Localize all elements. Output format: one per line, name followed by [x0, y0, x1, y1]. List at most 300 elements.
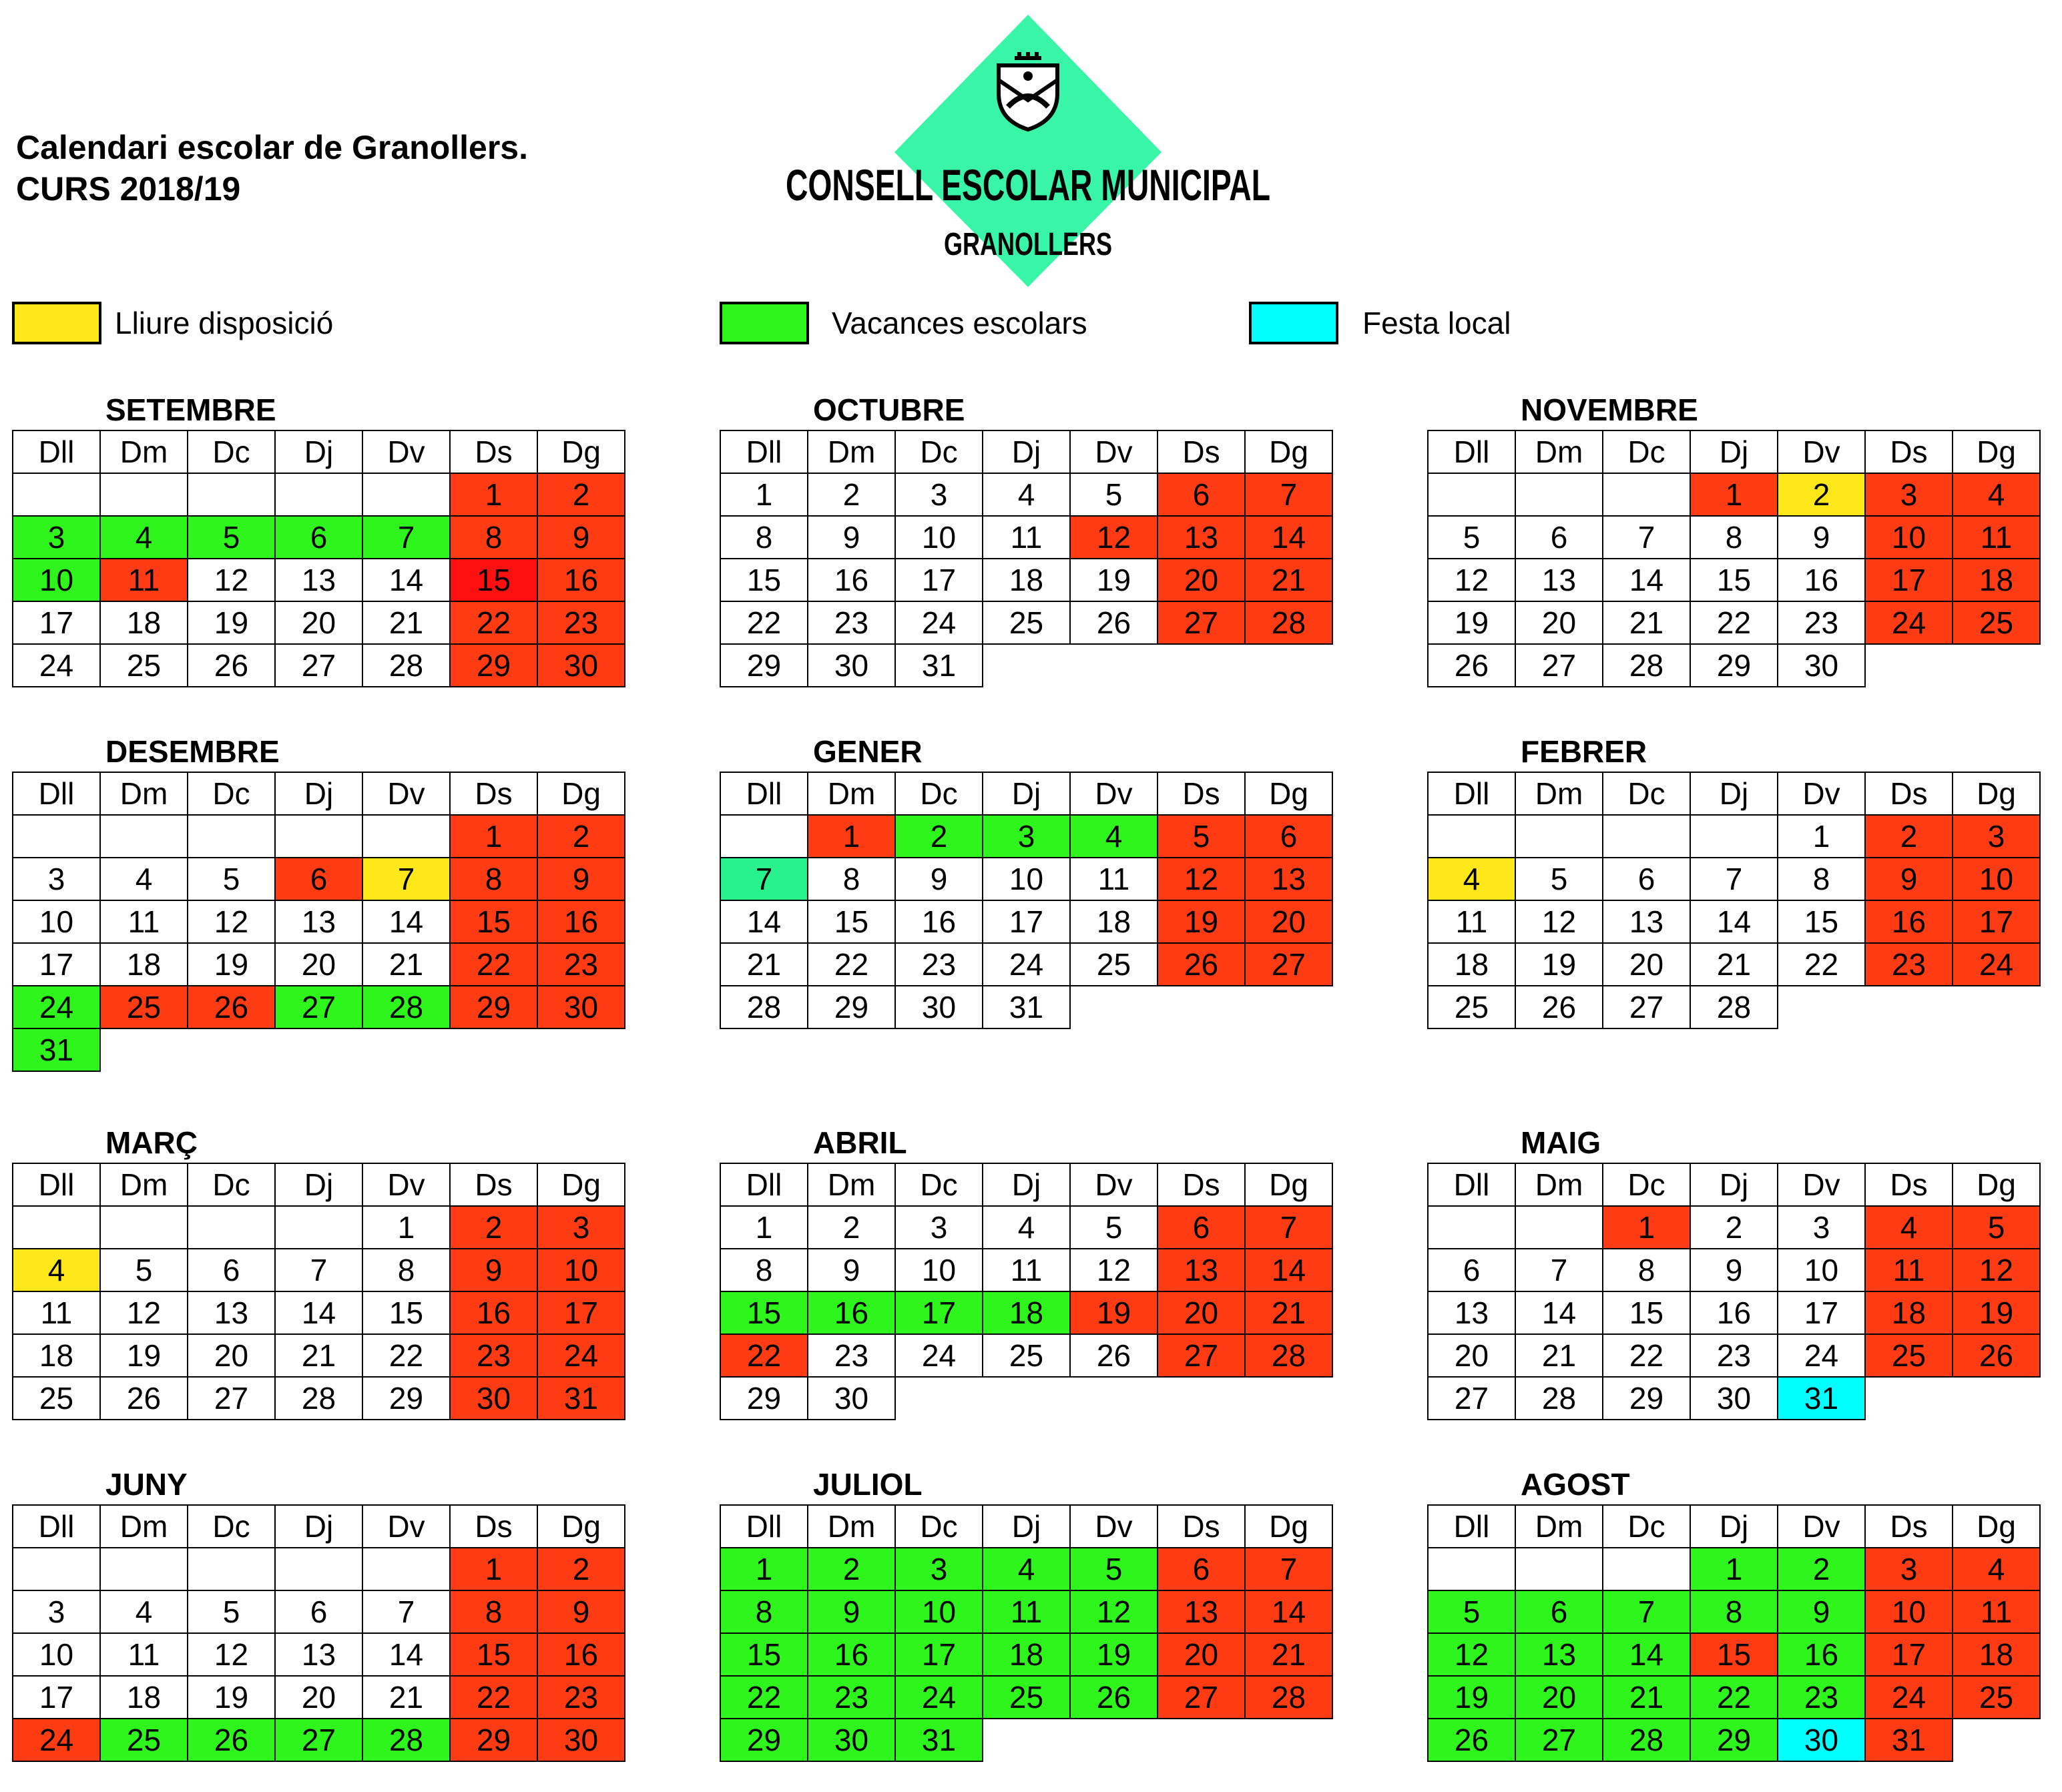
weekday-header: Dv [1778, 772, 1865, 815]
day-cell: 11 [13, 1291, 100, 1334]
week-row [1428, 1633, 2040, 1676]
day-cell: 4 [1865, 1206, 1953, 1249]
day-cell: 11 [100, 1633, 188, 1676]
day-cell: 30 [537, 1719, 625, 1761]
empty-day-cell [362, 473, 450, 516]
month-table-gener [720, 772, 1333, 1029]
day-cell: 27 [1515, 644, 1603, 687]
day-cell: 11 [1865, 1249, 1953, 1291]
day-cell: 21 [362, 1676, 450, 1719]
day-cell: 23 [808, 1676, 895, 1719]
day-cell: 2 [450, 1206, 537, 1249]
day-cell: 4 [100, 516, 188, 559]
day-cell: 18 [1953, 1633, 2040, 1676]
week-row [1428, 473, 2040, 516]
empty-day-cell [13, 815, 100, 858]
day-cell: 3 [1865, 1548, 1953, 1590]
day-cell: 21 [1603, 601, 1690, 644]
day-cell: 13 [1157, 1590, 1245, 1633]
day-cell: 1 [450, 815, 537, 858]
day-cell: 7 [1603, 1590, 1690, 1633]
day-cell: 16 [1865, 900, 1953, 943]
blank-cell [1245, 644, 1332, 687]
day-cell: 12 [1157, 858, 1245, 900]
day-cell: 22 [1778, 943, 1865, 986]
weekday-header: Dg [1953, 430, 2040, 473]
day-cell: 28 [362, 644, 450, 687]
day-cell: 26 [1070, 1676, 1157, 1719]
day-cell: 10 [1778, 1249, 1865, 1291]
week-row [720, 1590, 1332, 1633]
day-cell: 25 [1070, 943, 1157, 986]
day-cell: 2 [808, 473, 895, 516]
day-cell: 10 [983, 858, 1070, 900]
shield-icon [999, 52, 1057, 129]
day-cell: 27 [1603, 986, 1690, 1028]
day-cell: 3 [13, 516, 100, 559]
blank-cell [450, 1028, 537, 1071]
day-cell: 8 [450, 516, 537, 559]
blank-cell [1953, 986, 2040, 1028]
day-cell: 18 [1070, 900, 1157, 943]
week-row [13, 858, 625, 900]
day-cell: 8 [1690, 1590, 1778, 1633]
week-row [1428, 1676, 2040, 1719]
day-cell: 1 [720, 1206, 808, 1249]
day-cell: 30 [808, 1377, 895, 1420]
day-cell: 16 [895, 900, 983, 943]
day-cell: 11 [983, 1590, 1070, 1633]
day-cell: 26 [1953, 1334, 2040, 1377]
weekday-header: Dg [1245, 772, 1332, 815]
day-cell: 4 [983, 1548, 1070, 1590]
day-cell: 25 [1428, 986, 1515, 1028]
week-row [720, 1377, 1332, 1420]
day-cell: 18 [1953, 559, 2040, 601]
day-cell: 19 [188, 1676, 275, 1719]
blank-cell [1157, 1719, 1245, 1761]
day-cell: 17 [537, 1291, 625, 1334]
day-cell: 25 [983, 1676, 1070, 1719]
week-row [13, 1676, 625, 1719]
week-row [720, 986, 1332, 1028]
day-cell: 21 [1603, 1676, 1690, 1719]
day-cell: 14 [1603, 559, 1690, 601]
weekday-header-row [1428, 1505, 2040, 1548]
weekday-header: Dm [1515, 430, 1603, 473]
month-title-juny: JUNY [105, 1467, 188, 1502]
day-cell: 16 [808, 1633, 895, 1676]
day-cell: 21 [720, 943, 808, 986]
day-cell: 3 [895, 1548, 983, 1590]
weekday-header: Dg [537, 430, 625, 473]
day-cell: 22 [1603, 1334, 1690, 1377]
day-cell: 4 [100, 1590, 188, 1633]
week-row [13, 1249, 625, 1291]
day-cell: 19 [1157, 900, 1245, 943]
day-cell: 8 [450, 1590, 537, 1633]
day-cell: 14 [362, 900, 450, 943]
weekday-header: Dv [362, 772, 450, 815]
weekday-header: Dc [188, 1163, 275, 1206]
day-cell: 9 [1778, 1590, 1865, 1633]
day-cell: 5 [100, 1249, 188, 1291]
week-row [13, 815, 625, 858]
day-cell: 25 [100, 1719, 188, 1761]
day-cell: 19 [188, 601, 275, 644]
day-cell: 30 [1778, 644, 1865, 687]
day-cell: 7 [362, 516, 450, 559]
blank-cell [100, 1028, 188, 1071]
day-cell: 30 [450, 1377, 537, 1420]
weekday-header: Dj [275, 1505, 362, 1548]
day-cell: 14 [275, 1291, 362, 1334]
day-cell: 26 [188, 1719, 275, 1761]
day-cell: 6 [275, 516, 362, 559]
legend-swatch-lliure [12, 302, 101, 344]
weekday-header: Ds [450, 1163, 537, 1206]
month-title-novembre: NOVEMBRE [1521, 392, 1698, 427]
day-cell: 20 [1245, 900, 1332, 943]
day-cell: 25 [100, 986, 188, 1028]
week-row [720, 943, 1332, 986]
day-cell: 6 [1515, 1590, 1603, 1633]
day-cell: 4 [1953, 473, 2040, 516]
day-cell: 14 [1245, 1249, 1332, 1291]
day-cell: 24 [1865, 601, 1953, 644]
day-cell: 3 [13, 1590, 100, 1633]
day-cell: 25 [1953, 1676, 2040, 1719]
day-cell: 6 [1428, 1249, 1515, 1291]
blank-cell [1157, 1377, 1245, 1420]
day-cell: 28 [362, 1719, 450, 1761]
day-cell: 27 [1157, 1334, 1245, 1377]
day-cell: 27 [1245, 943, 1332, 986]
month-table-setembre [12, 430, 625, 687]
day-cell: 27 [275, 644, 362, 687]
week-row [1428, 815, 2040, 858]
day-cell: 24 [1778, 1334, 1865, 1377]
week-row [13, 1028, 625, 1071]
weekday-header: Dm [808, 1505, 895, 1548]
day-cell: 25 [1865, 1334, 1953, 1377]
day-cell: 12 [188, 559, 275, 601]
month-title-febrer: FEBRER [1521, 734, 1647, 769]
blank-cell [1070, 644, 1157, 687]
day-cell: 13 [1157, 516, 1245, 559]
blank-cell [275, 1028, 362, 1071]
blank-cell [895, 1377, 983, 1420]
weekday-header: Dll [1428, 772, 1515, 815]
weekday-header: Dc [1603, 430, 1690, 473]
weekday-header: Dg [1245, 430, 1332, 473]
legend-label-lliure: Lliure disposició [115, 306, 334, 340]
day-cell: 12 [1070, 1590, 1157, 1633]
day-cell: 31 [895, 644, 983, 687]
week-row [720, 601, 1332, 644]
day-cell: 24 [13, 1719, 100, 1761]
month-title-maig: MAIG [1521, 1125, 1601, 1160]
day-cell: 27 [275, 1719, 362, 1761]
legend-label-festa-local: Festa local [1362, 306, 1511, 340]
month-table-juliol [720, 1504, 1333, 1762]
day-cell: 6 [1157, 473, 1245, 516]
week-row [1428, 644, 2040, 687]
day-cell: 13 [1428, 1291, 1515, 1334]
week-row [720, 1206, 1332, 1249]
day-cell: 6 [1245, 815, 1332, 858]
day-cell: 1 [1603, 1206, 1690, 1249]
week-row [720, 815, 1332, 858]
day-cell: 20 [1157, 1633, 1245, 1676]
day-cell: 2 [1778, 473, 1865, 516]
weekday-header: Dm [1515, 772, 1603, 815]
day-cell: 1 [720, 1548, 808, 1590]
legend-label-vacances: Vacances escolars [832, 306, 1087, 340]
weekday-header: Dc [895, 1505, 983, 1548]
day-cell: 10 [1865, 1590, 1953, 1633]
day-cell: 14 [1690, 900, 1778, 943]
day-cell: 7 [720, 858, 808, 900]
day-cell: 28 [1603, 644, 1690, 687]
day-cell: 30 [1778, 1719, 1865, 1761]
day-cell: 17 [1778, 1291, 1865, 1334]
day-cell: 6 [1157, 1548, 1245, 1590]
weekday-header: Dj [983, 772, 1070, 815]
logo-title: CONSELL ESCOLAR MUNICIPAL [786, 160, 1270, 210]
week-row [13, 559, 625, 601]
empty-day-cell [13, 473, 100, 516]
day-cell: 2 [1778, 1548, 1865, 1590]
blank-cell [983, 1377, 1070, 1420]
month-table-maig [1427, 1163, 2041, 1420]
day-cell: 9 [895, 858, 983, 900]
day-cell: 7 [1690, 858, 1778, 900]
logo-subtitle: GRANOLLERS [944, 227, 1112, 262]
weekday-header: Dm [100, 430, 188, 473]
empty-day-cell [188, 473, 275, 516]
empty-day-cell [1515, 1206, 1603, 1249]
week-row [720, 644, 1332, 687]
day-cell: 20 [275, 943, 362, 986]
day-cell: 8 [1603, 1249, 1690, 1291]
month-table-octubre [720, 430, 1333, 687]
weekday-header: Dc [895, 1163, 983, 1206]
weekday-header: Ds [1157, 1505, 1245, 1548]
legend-swatch-vacances [720, 302, 809, 344]
week-row [13, 1633, 625, 1676]
day-cell: 9 [1865, 858, 1953, 900]
blank-cell [1865, 986, 1953, 1028]
day-cell: 1 [808, 815, 895, 858]
day-cell: 12 [188, 1633, 275, 1676]
day-cell: 19 [1070, 559, 1157, 601]
day-cell: 28 [362, 986, 450, 1028]
weekday-header: Dj [983, 430, 1070, 473]
weekday-header: Ds [450, 772, 537, 815]
weekday-header: Dv [362, 430, 450, 473]
day-cell: 24 [895, 1334, 983, 1377]
day-cell: 5 [1953, 1206, 2040, 1249]
weekday-header: Dg [537, 1163, 625, 1206]
week-row [1428, 1719, 2040, 1761]
blank-cell [362, 1028, 450, 1071]
day-cell: 26 [1070, 601, 1157, 644]
weekday-header: Dg [537, 1505, 625, 1548]
day-cell: 23 [1778, 1676, 1865, 1719]
day-cell: 26 [188, 644, 275, 687]
day-cell: 10 [1865, 516, 1953, 559]
day-cell: 14 [362, 559, 450, 601]
week-row [13, 1334, 625, 1377]
day-cell: 31 [1865, 1719, 1953, 1761]
day-cell: 20 [1157, 1291, 1245, 1334]
day-cell: 27 [188, 1377, 275, 1420]
month-title-gener: GENER [813, 734, 923, 769]
empty-day-cell [1428, 1206, 1515, 1249]
week-row [13, 1548, 625, 1590]
day-cell: 21 [1245, 1633, 1332, 1676]
day-cell: 29 [450, 986, 537, 1028]
day-cell: 11 [1953, 1590, 2040, 1633]
month-table-marc [12, 1163, 625, 1420]
day-cell: 3 [1953, 815, 2040, 858]
week-row [720, 1633, 1332, 1676]
week-row [1428, 1548, 2040, 1590]
day-cell: 7 [1603, 516, 1690, 559]
day-cell: 22 [1690, 601, 1778, 644]
day-cell: 22 [1690, 1676, 1778, 1719]
day-cell: 19 [1070, 1633, 1157, 1676]
week-row [13, 1590, 625, 1633]
blank-cell [983, 644, 1070, 687]
day-cell: 16 [1778, 559, 1865, 601]
weekday-header: Dj [1690, 1163, 1778, 1206]
day-cell: 30 [1690, 1377, 1778, 1420]
weekday-header-row [1428, 1163, 2040, 1206]
blank-cell [1070, 986, 1157, 1028]
day-cell: 11 [100, 559, 188, 601]
day-cell: 14 [720, 900, 808, 943]
blank-cell [1778, 986, 1865, 1028]
day-cell: 26 [1428, 1719, 1515, 1761]
day-cell: 15 [1690, 559, 1778, 601]
weekday-header: Ds [1865, 430, 1953, 473]
day-cell: 4 [1953, 1548, 2040, 1590]
day-cell: 10 [895, 1249, 983, 1291]
day-cell: 30 [895, 986, 983, 1028]
day-cell: 28 [1690, 986, 1778, 1028]
week-row [13, 1291, 625, 1334]
week-row [1428, 986, 2040, 1028]
empty-day-cell [1603, 815, 1690, 858]
day-cell: 17 [13, 1676, 100, 1719]
day-cell: 20 [275, 601, 362, 644]
day-cell: 11 [100, 900, 188, 943]
day-cell: 16 [808, 1291, 895, 1334]
day-cell: 8 [720, 1249, 808, 1291]
empty-day-cell [13, 1548, 100, 1590]
empty-day-cell [362, 815, 450, 858]
day-cell: 23 [537, 943, 625, 986]
day-cell: 6 [188, 1249, 275, 1291]
day-cell: 5 [1515, 858, 1603, 900]
day-cell: 13 [188, 1291, 275, 1334]
day-cell: 3 [1865, 473, 1953, 516]
day-cell: 14 [362, 1633, 450, 1676]
day-cell: 17 [1865, 559, 1953, 601]
day-cell: 28 [275, 1377, 362, 1420]
day-cell: 15 [1690, 1633, 1778, 1676]
empty-day-cell [1428, 1548, 1515, 1590]
day-cell: 21 [1690, 943, 1778, 986]
blank-cell [1157, 644, 1245, 687]
weekday-header: Dj [983, 1163, 1070, 1206]
month-table-agost [1427, 1504, 2041, 1762]
day-cell: 29 [450, 1719, 537, 1761]
day-cell: 19 [1515, 943, 1603, 986]
day-cell: 9 [1690, 1249, 1778, 1291]
day-cell: 17 [895, 559, 983, 601]
day-cell: 24 [1953, 943, 2040, 986]
empty-day-cell [100, 1548, 188, 1590]
day-cell: 18 [983, 1633, 1070, 1676]
month-title-desembre: DESEMBRE [105, 734, 280, 769]
day-cell: 9 [537, 1590, 625, 1633]
month-table-febrer [1427, 772, 2041, 1029]
weekday-header: Dll [720, 430, 808, 473]
day-cell: 11 [1070, 858, 1157, 900]
day-cell: 30 [808, 644, 895, 687]
day-cell: 22 [450, 1676, 537, 1719]
day-cell: 21 [362, 943, 450, 986]
day-cell: 13 [1245, 858, 1332, 900]
week-row [1428, 559, 2040, 601]
weekday-header: Dc [188, 772, 275, 815]
day-cell: 6 [275, 858, 362, 900]
day-cell: 7 [1515, 1249, 1603, 1291]
day-cell: 21 [1245, 1291, 1332, 1334]
day-cell: 30 [537, 986, 625, 1028]
week-row [1428, 1377, 2040, 1420]
weekday-header: Dc [188, 1505, 275, 1548]
day-cell: 14 [1603, 1633, 1690, 1676]
day-cell: 11 [1953, 516, 2040, 559]
weekday-header-row [720, 772, 1332, 815]
weekday-header: Dll [13, 430, 100, 473]
empty-day-cell [1428, 473, 1515, 516]
weekday-header-row [13, 1163, 625, 1206]
title-line-1: Calendari escolar de Granollers. [16, 129, 528, 166]
day-cell: 18 [1865, 1291, 1953, 1334]
week-row [1428, 1249, 2040, 1291]
day-cell: 1 [362, 1206, 450, 1249]
week-row [720, 516, 1332, 559]
day-cell: 26 [1157, 943, 1245, 986]
day-cell: 26 [100, 1377, 188, 1420]
week-row [13, 1206, 625, 1249]
day-cell: 13 [1603, 900, 1690, 943]
day-cell: 9 [808, 516, 895, 559]
day-cell: 18 [100, 1676, 188, 1719]
day-cell: 16 [537, 900, 625, 943]
weekday-header: Dm [808, 772, 895, 815]
empty-day-cell [275, 473, 362, 516]
day-cell: 5 [1070, 1206, 1157, 1249]
weekday-header: Dc [188, 430, 275, 473]
day-cell: 20 [1515, 601, 1603, 644]
day-cell: 17 [1953, 900, 2040, 943]
